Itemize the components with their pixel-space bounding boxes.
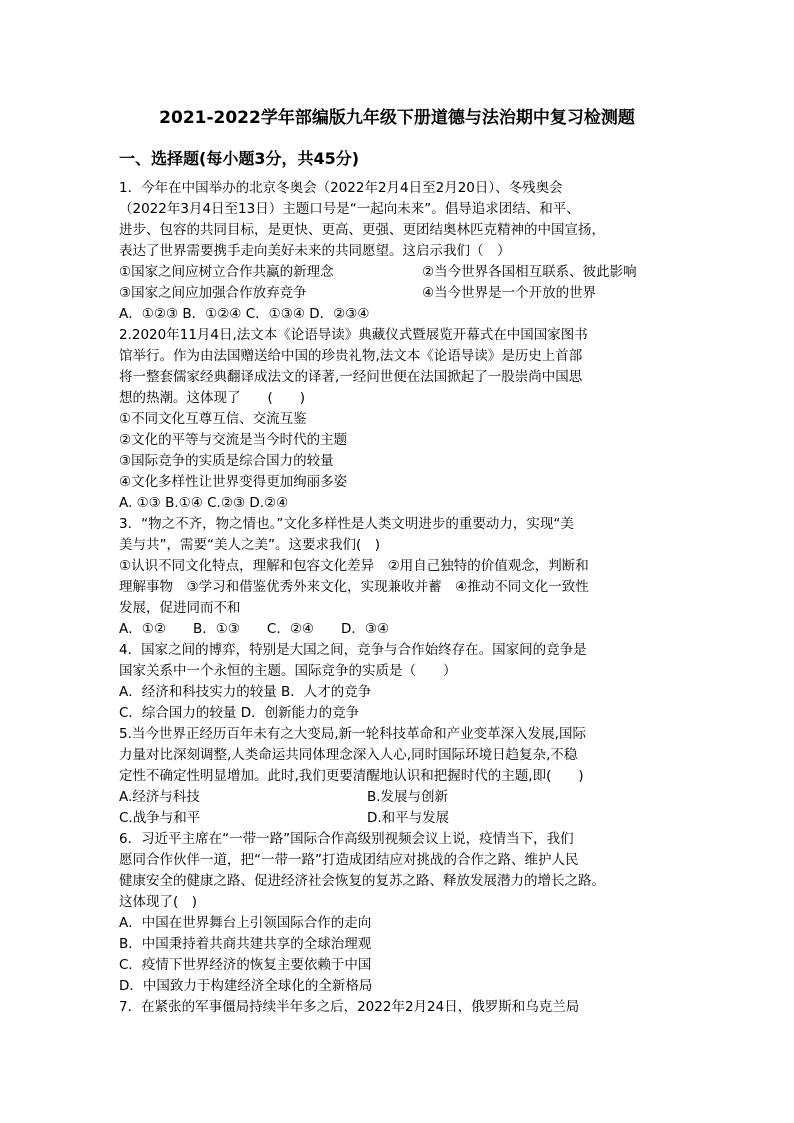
question-stem-line: 将一整套儒家经典翻译成法文的译著,一经问世便在法国掀起了一股崇尚中国思 (119, 369, 583, 385)
question-2 (119, 325, 685, 514)
answer-options-ab: A．经济和科技实力的较量 B．人才的竞争 (119, 684, 372, 700)
question-stem-line: 这体现了( ) (119, 894, 198, 910)
question-stem-line: 1．今年在中国举办的北京冬奥会（2022年2月4日至2月20日）、冬残奥会 (119, 180, 563, 196)
answer-options: A. ①③ B.①④ C.②③ D.②④ (119, 495, 289, 511)
question-5 (119, 724, 685, 829)
question-stem-line: 发展，促进同而不和 (119, 600, 241, 616)
question-7 (119, 997, 685, 1018)
statement-3: ③国家之间应加强合作放弃竞争 (119, 285, 307, 301)
question-1 (119, 178, 685, 325)
answer-options-row (119, 808, 685, 829)
option-b: B．中国秉持着共商共建共享的全球治理观 (119, 936, 372, 952)
question-6 (119, 829, 685, 997)
question-stem-line: 馆举行。作为由法国赠送给中国的珍贵礼物,法文本《论语导读》是历史上首部 (119, 348, 583, 364)
question-stem-line: 4．国家之间的博弈，特别是大国之间，竞争与合作始终存在。国家间的竞争是 (119, 642, 587, 658)
question-stem-line: ①认识不同文化特点，理解和包容文化差异 ②用自己独特的价值观念，判断和 (119, 558, 589, 574)
answer-options: A．①② B．①③ C．②④ D．③④ (119, 621, 390, 637)
question-3 (119, 514, 685, 640)
option-d: D.和平与发展 (367, 810, 450, 826)
statement-1: ①不同文化互尊互信、交流互鉴 (119, 411, 307, 427)
statement-4: ④文化多样性让世界变得更加绚丽多姿 (119, 474, 348, 490)
question-stem-line: 5.当今世界正经历百年未有之大变局,新一轮科技革命和产业变革深入发展,国际 (119, 726, 586, 742)
question-stem-line: 表达了世界需要携手走向美好未来的共同愿望。这启示我们（ ） (119, 243, 511, 259)
answer-options: A．①②③ B．①②④ C．①③④ D．②③④ (119, 306, 370, 322)
question-stem-line: 美与共”，需要“美人之美”。这要求我们( ) (119, 537, 381, 553)
question-4 (119, 640, 685, 724)
question-stem-line: 7．在紧张的军事僵局持续半年多之后，2022年2月24日，俄罗斯和乌克兰局 (119, 999, 580, 1015)
option-c: C．疫情下世界经济的恢复主要依赖于中国 (119, 957, 372, 973)
question-stem-line: 进步、包容的共同目标，是更快、更高、更强、更团结奥林匹克精神的中国宣扬， (119, 222, 605, 238)
question-stem-line: 想的热潮。这体现了 ( ) (119, 390, 306, 406)
question-stem-line: （2022年3月4日至13日）主题口号是“一起向未来”。倡导追求团结、和平、 (119, 201, 580, 217)
question-stem-line: 力量对比深刻调整,人类命运共同体理念深入人心,同时国际环境日趋复杂,不稳 (119, 747, 578, 763)
question-stem-line: 2.2020年11月4日,法文本《论语导读》典藏仪式暨展览开幕式在中国国家图书 (119, 327, 588, 343)
question-stem-line: 健康安全的健康之路、促进经济社会恢复的复苏之路、释放发展潜力的增长之路。 (119, 873, 605, 889)
section-heading: 一、选择题(每小题3分，共45分) (119, 149, 360, 168)
statement-2: ②文化的平等与交流是当今时代的主题 (119, 432, 348, 448)
option-c: C.战争与和平 (119, 810, 201, 826)
question-stem-line: 3．“物之不齐，物之情也。”文化多样性是人类文明进步的重要动力，实现“美 (119, 516, 574, 532)
question-stem-line: 愿同合作伙伴一道，把“一带一路”打造成团结应对挑战的合作之路、维护人民 (119, 852, 579, 868)
statement-row (119, 262, 685, 283)
question-stem-line: 国家关系中一个永恒的主题。国际竞争的实质是（ ） (119, 663, 457, 679)
option-a: A.经济与科技 (119, 789, 200, 805)
statement-row (119, 283, 685, 304)
question-stem-line: 6．习近平主席在“一带一路”国际合作高级别视频会议上说，疫情当下，我们 (119, 831, 574, 847)
statement-4: ④当今世界是一个开放的世界 (422, 285, 597, 301)
statement-3: ③国际竞争的实质是综合国力的较量 (119, 453, 334, 469)
question-stem-line: 理解事物 ③学习和借鉴优秀外来文化，实现兼收并蓄 ④推动不同文化一致性 (119, 579, 589, 595)
page-title: 2021-2022学年部编版九年级下册道德与法治期中复习检测题 (159, 108, 635, 128)
option-a: A．中国在世界舞台上引领国际合作的走向 (119, 915, 372, 931)
option-d: D．中国致力于构建经济全球化的全新格局 (119, 978, 373, 994)
answer-options-cd: C．综合国力的较量 D．创新能力的竞争 (119, 705, 360, 721)
question-list (119, 178, 685, 1018)
statement-1: ①国家之间应树立合作共赢的新理念 (119, 264, 334, 280)
answer-options-row (119, 787, 685, 808)
statement-2: ②当今世界各国相互联系、彼此影响 (422, 264, 637, 280)
question-stem-line: 定性不确定性明显增加。此时,我们更要清醒地认识和把握时代的主题,即( ) (119, 768, 584, 784)
option-b: B.发展与创新 (367, 789, 449, 805)
